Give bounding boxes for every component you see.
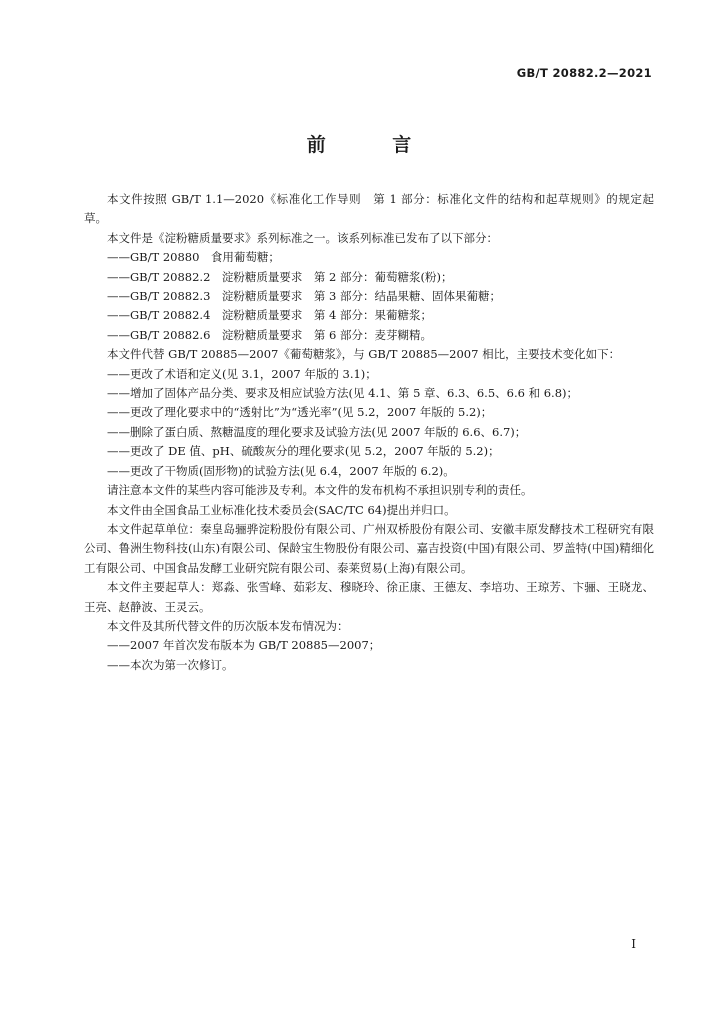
list-item: ——GB/T 20882.2 淀粉糖质量要求 第 2 部分：葡萄糖浆(粉)；	[107, 269, 453, 284]
list-item: ——GB/T 20882.6 淀粉糖质量要求 第 6 部分：麦芽糊精。	[107, 327, 433, 342]
page-title: 前 言	[306, 134, 442, 156]
list-item: ——更改了术语和定义(见 3.1，2007 年版的 3.1)；	[107, 366, 377, 381]
paragraph: 本文件按照 GB/T 1.1—2020《标准化工作导则 第 1 部分：标准化文件的结构和起草规则》的规定起草。	[84, 192, 654, 226]
list-item: ——更改了干物质(固形物)的试验方法(见 6.4，2007 年版的 6.2)。	[107, 463, 455, 478]
list-item: ——删除了蛋白质、熬糖温度的理化要求及试验方法(见 2007 年版的 6.6、6.7)；	[107, 424, 527, 439]
standard-code: GB/T 20882.2—2021	[516, 66, 652, 80]
list-item: ——更改了 DE 值、pH、硫酸灰分的理化要求(见 5.2，2007 年版的 5.2)；	[107, 444, 500, 459]
list-item: ——2007 年首次发布版本为 GB/T 20885—2007；	[107, 638, 381, 653]
page-number: I	[631, 937, 636, 951]
paragraph: 本文件代替 GB/T 20885—2007《葡萄糖浆》，与 GB/T 20885—2007 相比，主要技术变化如下：	[107, 347, 621, 362]
foreword-body	[84, 190, 654, 675]
list-item: ——GB/T 20880 食用葡萄糖；	[107, 250, 280, 265]
paragraph: 本文件主要起草人：郑淼、张雪峰、茹彩友、穆晓玲、徐正康、王德友、李培功、王琼芳、卞骊、王晓龙、王亮、赵静波、王灵云。	[84, 580, 654, 614]
paragraph: 本文件是《淀粉糖质量要求》系列标准之一。该系列标准已发布了以下部分：	[107, 230, 498, 245]
list-item: ——更改了理化要求中的“透射比”为“透光率”(见 5.2，2007 年版的 5.2)；	[107, 405, 493, 420]
paragraph: 本文件由全国食品工业标准化技术委员会(SAC/TC 64)提出并归口。	[107, 502, 456, 517]
paragraph: 本文件起草单位：秦皇岛骊骅淀粉股份有限公司、广州双桥股份有限公司、安徽丰原发酵技术工程研究有限公司、鲁洲生物科技(山东)有限公司、保龄宝生物股份有限公司、嘉吉投资(中国)有限公司、罗盖特(中国)精细化工有限公司、中国食品发酵工业研究院有限公司、泰莱贸易(上海)有限公司。	[84, 521, 654, 575]
paragraph: 本文件及其所代替文件的历次版本发布情况为：	[107, 618, 349, 633]
list-item: ——增加了固体产品分类、要求及相应试验方法(见 4.1、第 5 章、6.3、6.5、6.6 和 6.8)；	[107, 386, 579, 401]
list-item: ——GB/T 20882.3 淀粉糖质量要求 第 3 部分：结晶果糖、固体果葡糖；	[107, 289, 502, 304]
list-item: ——本次为第一次修订。	[107, 657, 234, 672]
list-item: ——GB/T 20882.4 淀粉糖质量要求 第 4 部分：果葡糖浆；	[107, 308, 433, 323]
paragraph: 请注意本文件的某些内容可能涉及专利。本文件的发布机构不承担识别专利的责任。	[107, 483, 533, 498]
